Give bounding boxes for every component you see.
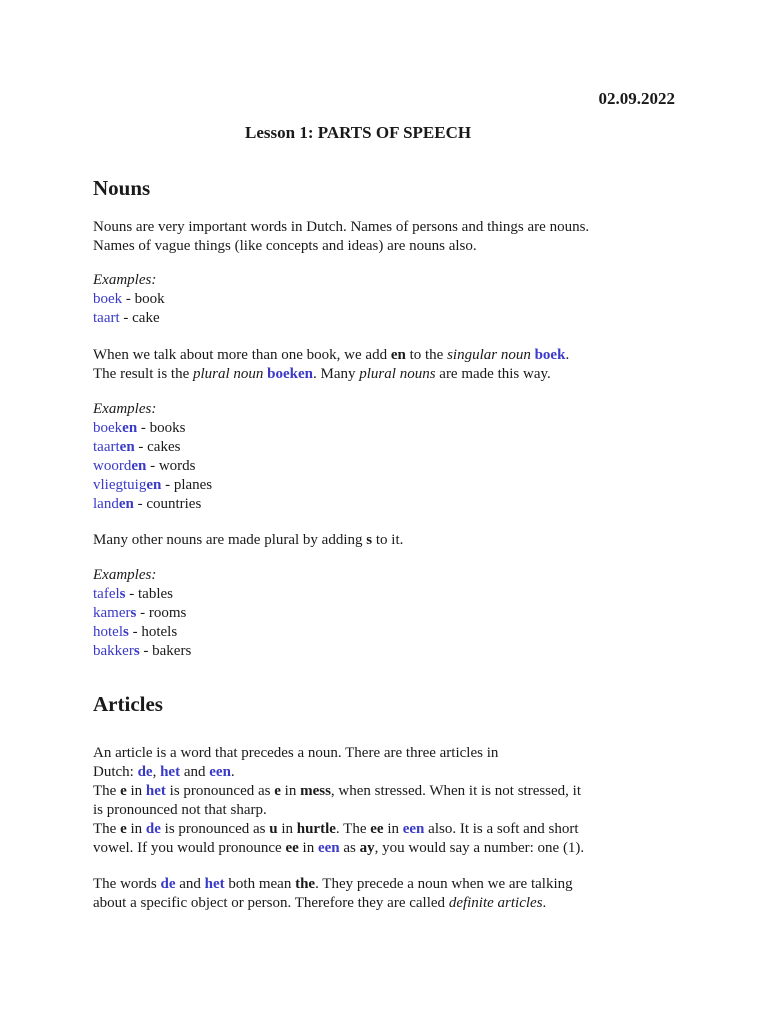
example-item: boeken - books [93,420,186,436]
example-item: taarten - cakes [93,439,181,455]
example-item: taart - cake [93,310,160,326]
plural-intro-line-1: When we talk about more than one book, we add en to the singular noun boek. [93,347,570,363]
articles-p1-line-6: vowel. If you would pronounce ee in een as ay, you would say a number: one (1). [93,840,585,856]
example-item: woorden - words [93,458,196,474]
example-item: tafels - tables [93,586,173,602]
nouns-intro-line-2: Names of vague things (like concepts and ideas) are nouns also. [93,238,477,254]
example-item: kamers - rooms [93,605,187,621]
examples-label: Examples: [93,272,157,288]
example-item: boek - book [93,291,165,307]
articles-p1-line-2: Dutch: de, het and een. [93,764,235,780]
articles-p2-line-2: about a specific object or person. Therefore they are called definite articles. [93,895,547,911]
articles-p1-line-3: The e in het is pronounced as e in mess, when stressed. When it is not stressed, it [93,783,582,799]
example-item: hotels - hotels [93,624,178,640]
articles-p1-line-1: An article is a word that precedes a noun. There are three articles in [93,745,499,761]
examples-label: Examples: [93,567,157,583]
lesson-title: Lesson 1: PARTS OF SPEECH [245,123,472,142]
articles-heading: Articles [93,692,163,716]
date: 02.09.2022 [598,89,675,108]
s-plural-intro: Many other nouns are made plural by adding s to it. [93,532,404,548]
articles-p1-line-4: is pronounced not that sharp. [93,802,267,818]
articles-p1-line-5: The e in de is pronounced as u in hurtle. The ee in een also. It is a soft and short [93,821,579,837]
articles-p2-line-1: The words de and het both mean the. They precede a noun when we are talking [93,876,573,892]
nouns-intro-line-1: Nouns are very important words in Dutch. Names of persons and things are nouns. [93,219,590,235]
example-item: bakkers - bakers [93,643,192,659]
nouns-heading: Nouns [93,176,151,200]
example-item: landen - countries [93,496,202,512]
example-item: vliegtuigen - planes [93,477,213,493]
examples-label: Examples: [93,401,157,417]
plural-intro-line-2: The result is the plural noun boeken. Many plural nouns are made this way. [93,366,551,382]
